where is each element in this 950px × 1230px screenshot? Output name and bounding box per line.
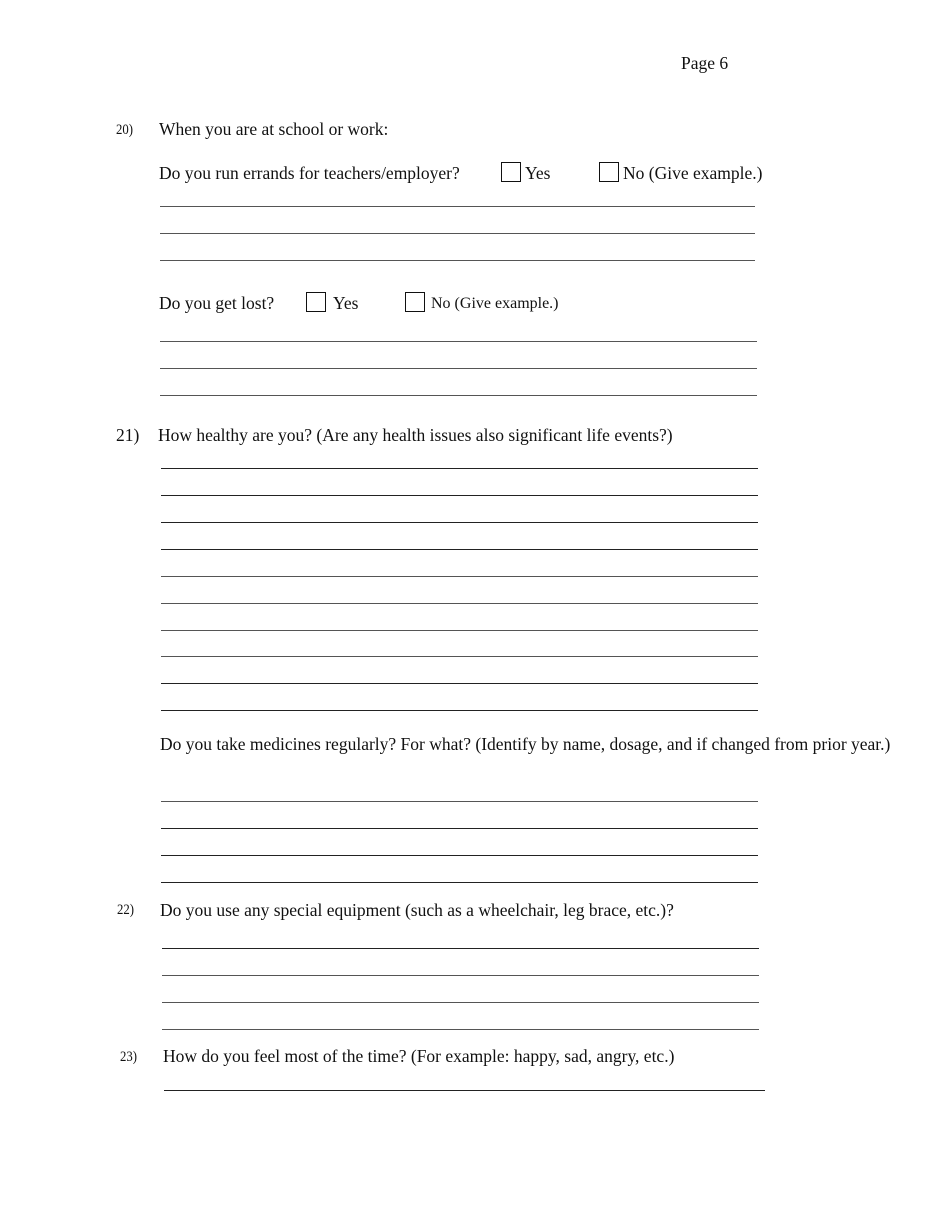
health-answer-line[interactable] (161, 549, 758, 550)
medicines-answer-line[interactable] (161, 855, 758, 856)
lost-no-checkbox[interactable] (405, 292, 425, 312)
medicines-answer-line[interactable] (161, 828, 758, 829)
errands-answer-line[interactable] (160, 233, 755, 234)
health-answer-line[interactable] (161, 468, 758, 469)
lost-no-label: No (Give example.) (431, 295, 559, 312)
errands-no-checkbox[interactable] (599, 162, 619, 182)
equipment-answer-line[interactable] (162, 1029, 759, 1030)
health-answer-line[interactable] (161, 710, 758, 711)
medicines-answer-line[interactable] (161, 801, 758, 802)
equipment-answer-line[interactable] (162, 948, 759, 949)
medicines-answer-line[interactable] (161, 882, 758, 883)
question-23-text: How do you feel most of the time? (For example: happy, sad, angry, etc.) (163, 1046, 675, 1066)
errands-no-label: No (Give example.) (623, 163, 763, 183)
errands-yes-label: Yes (525, 163, 551, 183)
page-number: Page 6 (681, 53, 729, 73)
health-answer-line[interactable] (161, 522, 758, 523)
lost-question: Do you get lost? (159, 293, 275, 313)
health-answer-line[interactable] (161, 603, 758, 604)
lost-answer-line[interactable] (160, 395, 757, 396)
question-21-number: 21) (116, 425, 140, 445)
question-21-text: How healthy are you? (Are any health issues also significant life events?) (158, 425, 673, 445)
errands-answer-line[interactable] (160, 206, 755, 207)
equipment-answer-line[interactable] (162, 975, 759, 976)
health-answer-line[interactable] (161, 683, 758, 684)
lost-answer-line[interactable] (160, 341, 757, 342)
question-22-text: Do you use any special equipment (such as a wheelchair, leg brace, etc.)? (160, 900, 674, 920)
errands-answer-line[interactable] (160, 260, 755, 261)
health-answer-line[interactable] (161, 630, 758, 631)
feelings-answer-line[interactable] (164, 1090, 765, 1091)
health-answer-line[interactable] (161, 495, 758, 496)
lost-yes-label: Yes (333, 293, 359, 313)
question-22-number: 22) (117, 902, 134, 918)
health-answer-line[interactable] (161, 576, 758, 577)
lost-answer-line[interactable] (160, 368, 757, 369)
lost-yes-checkbox[interactable] (306, 292, 326, 312)
question-23-number: 23) (120, 1049, 137, 1065)
errands-yes-checkbox[interactable] (501, 162, 521, 182)
medicines-question: Do you take medicines regularly? For what? (Identify by name, dosage, and if changed from prior year.) (160, 734, 891, 754)
question-20-number: 20) (116, 122, 133, 138)
equipment-answer-line[interactable] (162, 1002, 759, 1003)
health-answer-line[interactable] (161, 656, 758, 657)
errands-question: Do you run errands for teachers/employer? (159, 163, 460, 183)
question-20-title: When you are at school or work: (159, 119, 389, 139)
